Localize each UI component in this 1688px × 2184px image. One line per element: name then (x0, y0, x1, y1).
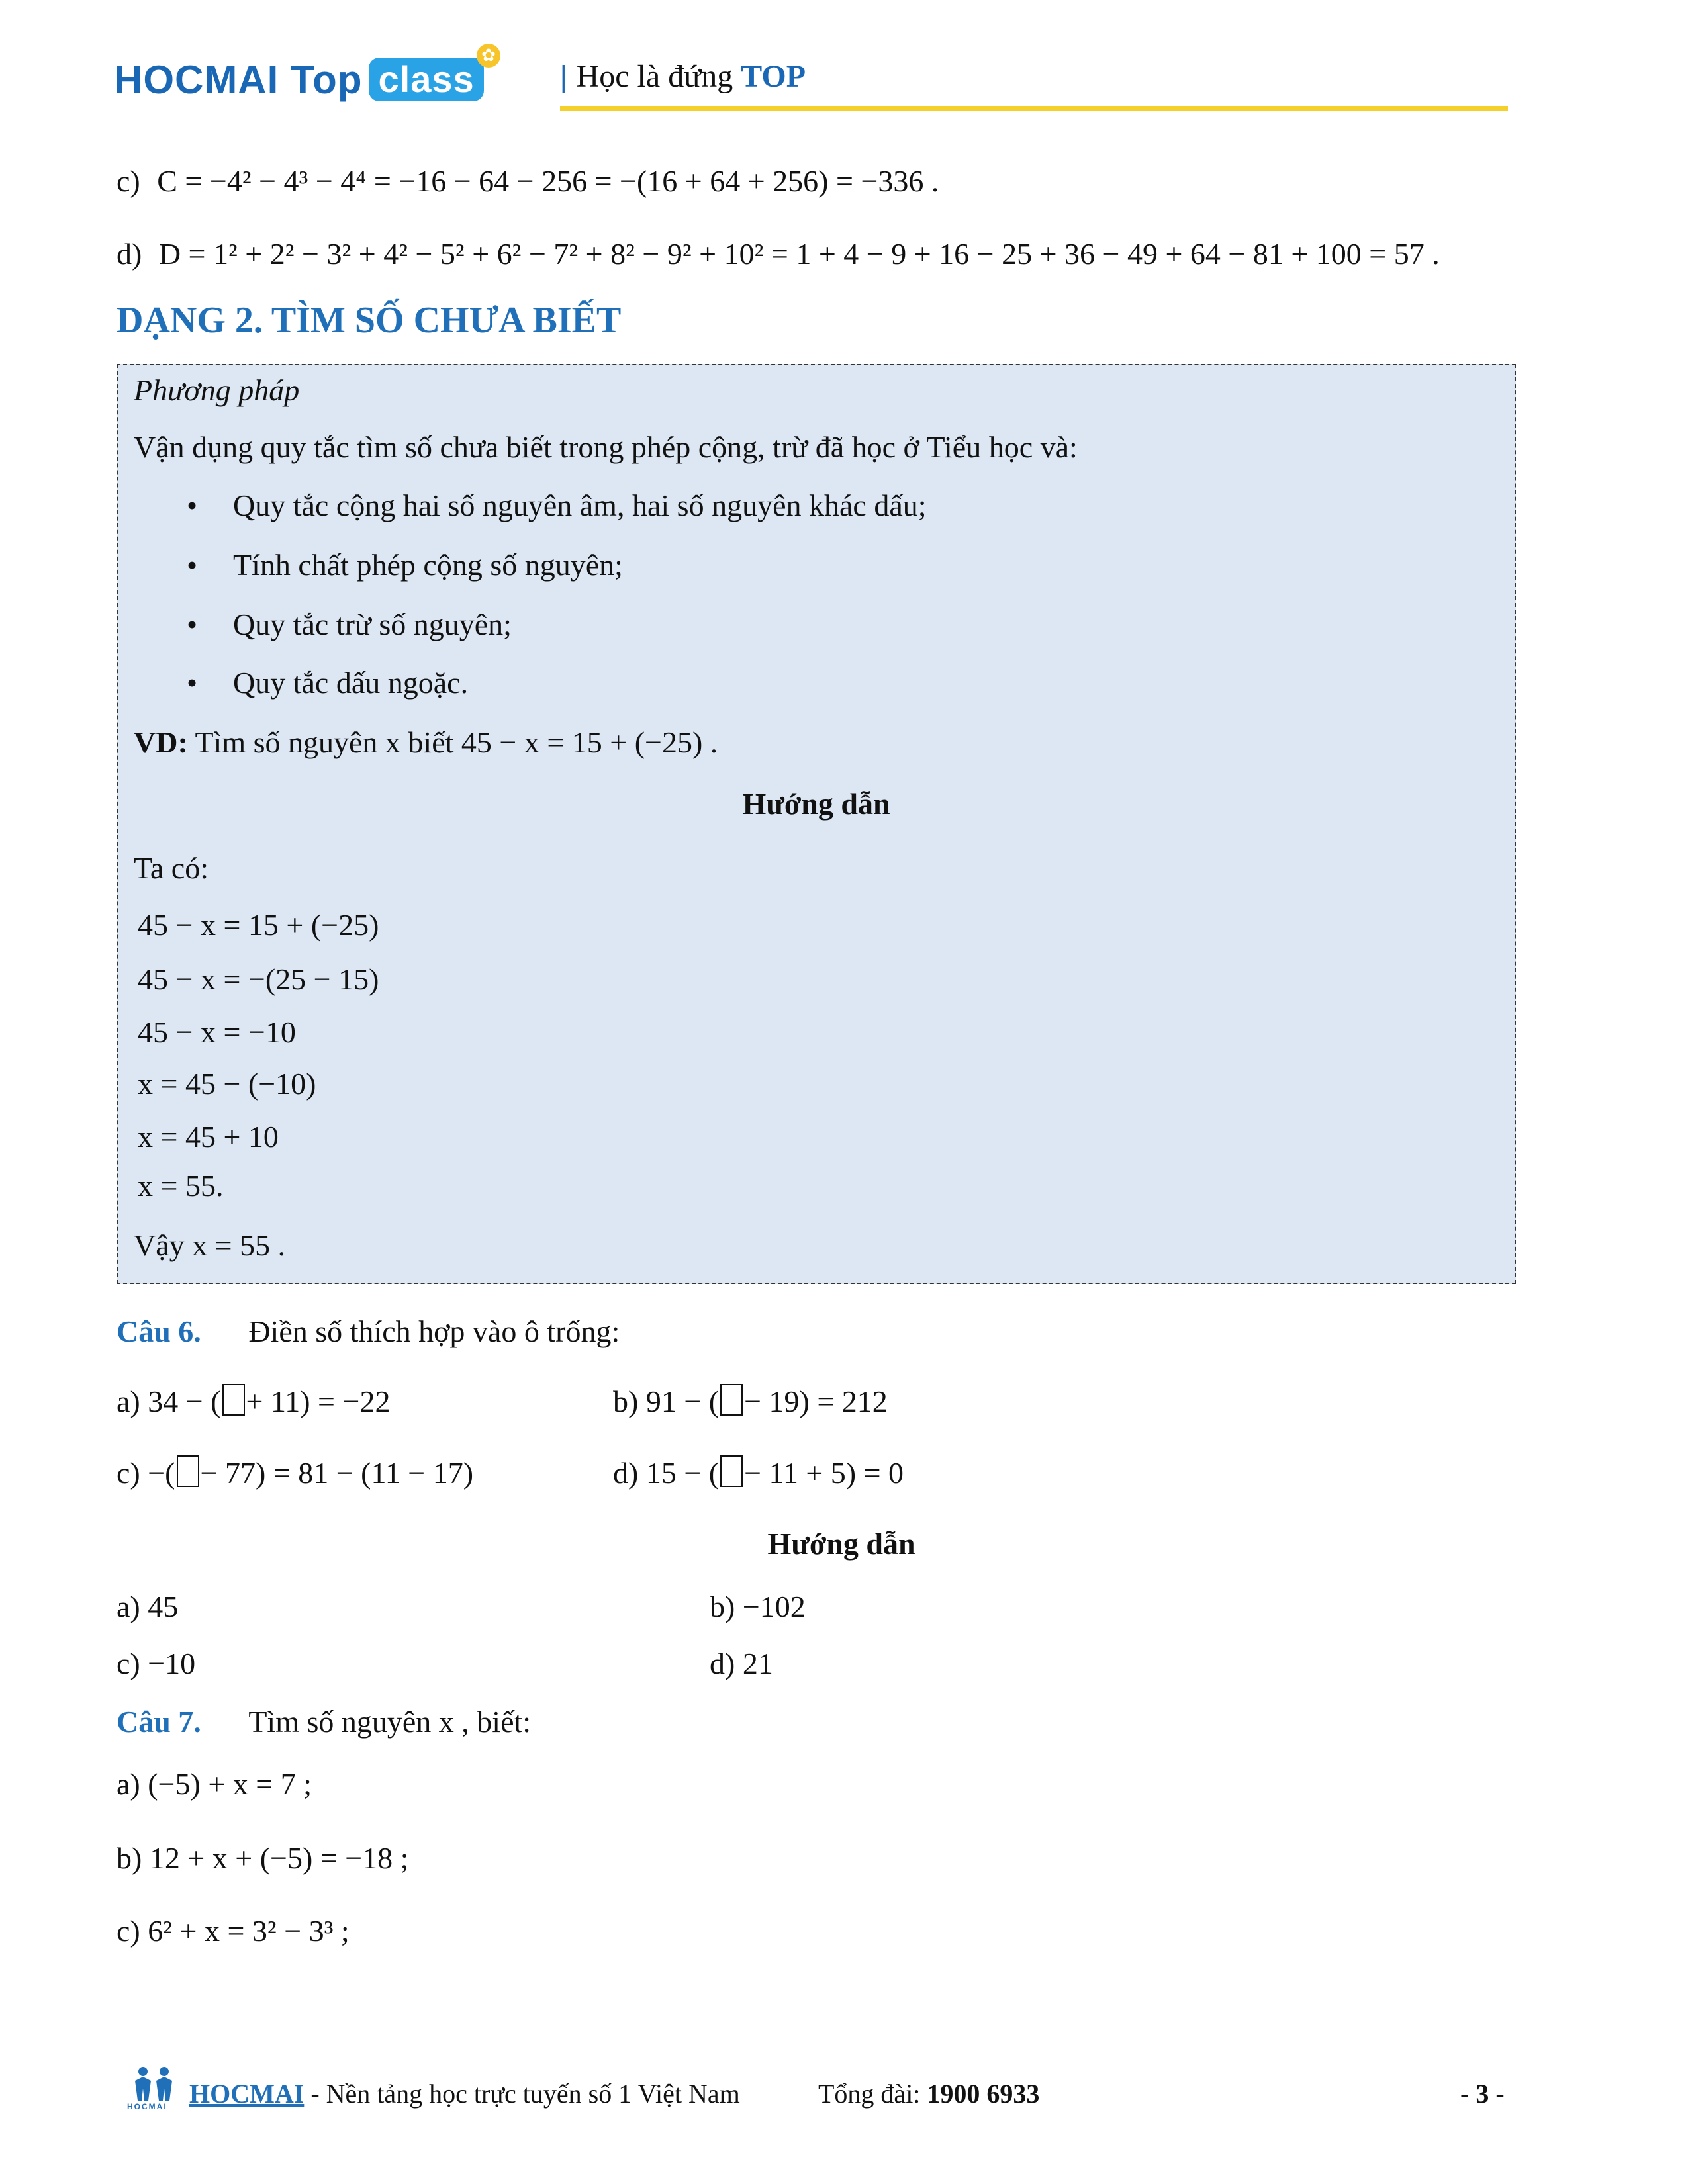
brand-top: Top (290, 58, 363, 102)
answer-box[interactable] (177, 1455, 199, 1487)
bullet-icon: • (187, 666, 198, 700)
solution-step: x = 55. (138, 1169, 224, 1203)
prev-solution-d (117, 236, 1440, 273)
example-label: VD: (134, 725, 188, 759)
q6-b-post: − 19) = 212 (744, 1385, 888, 1418)
q6-b-pre: b) 91 − ( (613, 1385, 720, 1418)
method-heading: Phương pháp (134, 373, 300, 407)
prev-c-expr: C = −4² − 4³ − 4⁴ = −16 − 64 − 256 = −(16 + 64 + 256) = −336 . (157, 164, 939, 198)
footer-slogan: - Nền tảng học trực tuyến số 1 Việt Nam (304, 2079, 740, 2109)
prev-d-expr: D = 1² + 2² − 3² + 4² − 5² + 6² − 7² + 8² − 9² + 10² = 1 + 4 − 9 + 16 − 25 + 36 − 49 + 64 − 81 + 100 = 57 . (158, 237, 1440, 271)
method-bullet: Quy tắc dấu ngoặc. (233, 666, 469, 700)
method-intro: Vận dụng quy tắc tìm số chưa biết trong phép cộng, trừ đã học ở Tiểu học và: (134, 430, 1078, 464)
answer-box[interactable] (720, 1455, 743, 1487)
footer-brand-link[interactable]: HOCMAI (189, 2079, 305, 2109)
q6-b (613, 1383, 888, 1420)
q7-b: b) 12 + x + (−5) = −18 ; (117, 1841, 409, 1875)
q7-text: Tìm số nguyên x , biết: (248, 1705, 532, 1739)
q6-c-pre: c) −( (117, 1456, 175, 1490)
brand-name: HOCMAI (114, 58, 279, 102)
q6-text: Điền số thích hợp vào ô trống: (248, 1314, 620, 1348)
ta-co: Ta có: (134, 851, 209, 885)
prev-solution-c (117, 163, 939, 200)
page-number: - 3 - (1460, 2079, 1505, 2109)
bullet-icon: • (187, 608, 198, 641)
q6-c-post: − 77) = 81 − (11 − 17) (200, 1456, 474, 1490)
method-guide-heading: Hướng dẫn (742, 787, 890, 821)
q6-c (117, 1455, 473, 1492)
q7-label: Câu 7. (117, 1705, 201, 1739)
header-tagline (560, 58, 806, 95)
section-title: DẠNG 2. TÌM SỐ CHƯA BIẾT (117, 300, 622, 341)
tagline-divider: | (560, 59, 567, 94)
q7-a: a) (−5) + x = 7 ; (117, 1767, 312, 1801)
header-rule (560, 106, 1508, 111)
q6-label: Câu 6. (117, 1314, 201, 1348)
prev-c-label: c) (117, 164, 140, 198)
method-bullet: Quy tắc cộng hai số nguyên âm, hai số nguyên khác dấu; (233, 488, 927, 522)
q6-guide-heading: Hướng dẫn (767, 1527, 915, 1561)
q6-a-post: + 11) = −22 (246, 1385, 391, 1418)
q6-answer: d) 21 (710, 1647, 773, 1680)
q6-answer: a) 45 (117, 1590, 179, 1623)
q6-d-pre: d) 15 − ( (613, 1456, 720, 1490)
q6-a-pre: a) 34 − ( (117, 1385, 221, 1418)
example-line (134, 724, 718, 761)
brand-logo (114, 57, 484, 103)
footer-hotline (818, 2078, 1039, 2109)
question-6 (117, 1313, 620, 1350)
bullet-icon: • (187, 488, 198, 522)
answer-box[interactable] (222, 1384, 245, 1416)
hotline-label: Tổng đài: (818, 2079, 927, 2109)
tagline-text: Học là đứng (576, 59, 733, 94)
q6-a (117, 1383, 390, 1420)
brand-class-badge: class (369, 58, 483, 101)
method-conclusion: Vậy x = 55 . (134, 1228, 286, 1262)
solution-step: x = 45 + 10 (138, 1120, 279, 1154)
example-text: Tìm số nguyên x biết 45 − x = 15 + (−25) . (195, 725, 718, 759)
solution-step: 45 − x = 15 + (−25) (138, 908, 379, 942)
method-bullet: Quy tắc trừ số nguyên; (233, 608, 512, 641)
hocmai-footer-logo-icon (130, 2064, 177, 2106)
solution-step: x = 45 − (−10) (138, 1067, 316, 1101)
q6-d (613, 1455, 904, 1492)
method-box (117, 364, 1516, 1284)
tagline-top: TOP (741, 59, 806, 94)
solution-step: 45 − x = −(25 − 15) (138, 962, 379, 996)
hotline-number: 1900 6933 (927, 2079, 1040, 2109)
footer-brand-line (189, 2078, 740, 2109)
method-bullet: Tính chất phép cộng số nguyên; (233, 548, 623, 582)
footer-logo-text: HOCMAI (127, 2102, 167, 2111)
question-7 (117, 1704, 531, 1741)
q6-d-post: − 11 + 5) = 0 (744, 1456, 904, 1490)
q7-c: c) 6² + x = 3² − 3³ ; (117, 1914, 350, 1948)
prev-d-label: d) (117, 237, 142, 271)
answer-box[interactable] (720, 1384, 743, 1416)
sun-icon: ✿ (477, 44, 500, 68)
q6-answer: c) −10 (117, 1647, 196, 1680)
q6-answer: b) −102 (710, 1590, 806, 1623)
solution-step: 45 − x = −10 (138, 1015, 296, 1049)
bullet-icon: • (187, 548, 198, 582)
